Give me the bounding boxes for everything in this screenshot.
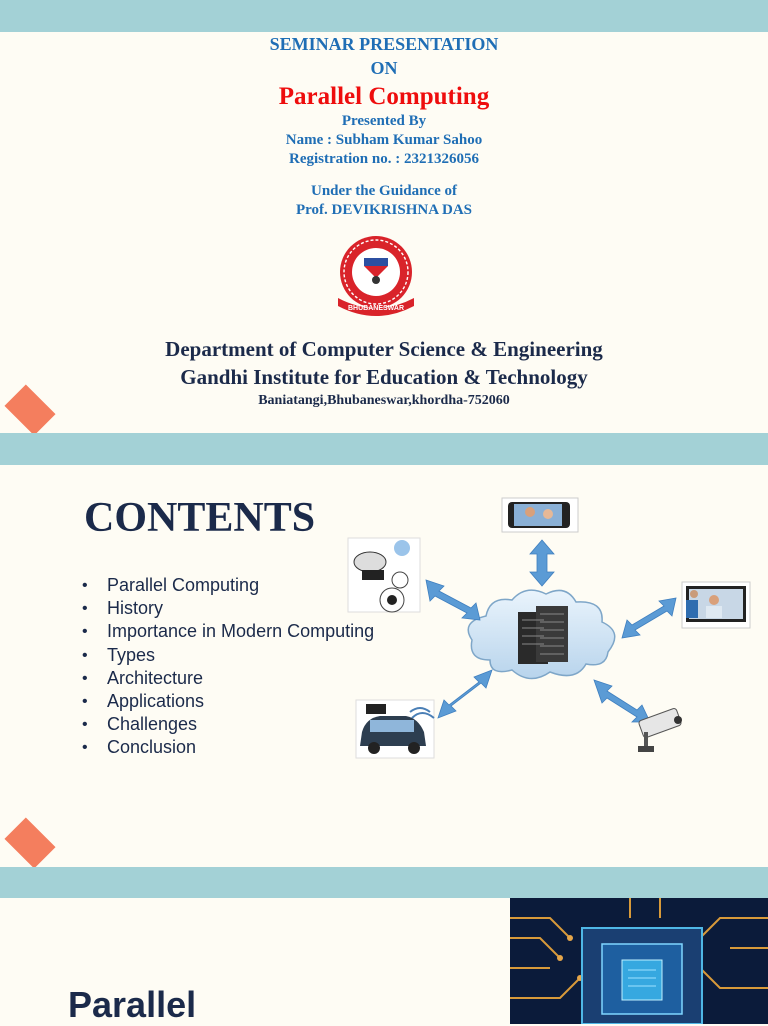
video-conference-tv-icon	[682, 582, 750, 628]
contents-title: CONTENTS	[84, 495, 316, 541]
list-item: • Conclusion	[82, 736, 374, 759]
connected-car-icon	[356, 700, 434, 758]
list-item: • History	[82, 597, 374, 620]
institute-logo	[330, 232, 422, 320]
logo-text: BHUBANESWAR	[348, 305, 404, 312]
contents-list	[82, 574, 374, 760]
presented-by-label: Presented By	[341, 113, 427, 129]
user-headset-icon	[348, 538, 420, 612]
slide-separator-2	[0, 867, 768, 898]
department-name: Department of Computer Science & Engineering	[165, 337, 603, 361]
list-item: • Importance in Modern Computing	[82, 620, 374, 643]
server-icon	[518, 606, 568, 664]
guide-name: Prof. DEVIKRISHNA DAS	[296, 202, 472, 218]
institute-name: Gandhi Institute for Education & Technology	[180, 365, 588, 389]
seminar-heading: SEMINAR PRESENTATION	[269, 34, 499, 54]
top-band	[0, 0, 768, 32]
presentation-title: Parallel Computing	[278, 83, 490, 110]
video-call-phone-icon	[502, 498, 578, 532]
cloud-network-diagram	[340, 492, 760, 764]
processor-chip-image	[510, 898, 768, 1024]
list-item: • Parallel Computing	[82, 574, 374, 597]
presenter-name: Name : Subham Kumar Sahoo	[285, 132, 483, 148]
slide-separator-1	[0, 433, 768, 465]
list-item: • Architecture	[82, 667, 374, 690]
list-item: • Challenges	[82, 713, 374, 736]
seminar-on: ON	[370, 58, 398, 78]
list-item: • Applications	[82, 690, 374, 713]
registration-number: Registration no. : 2321326056	[289, 151, 479, 167]
list-item: • Types	[82, 644, 374, 667]
slide3-title: Parallel	[68, 984, 197, 1025]
guidance-label: Under the Guidance of	[311, 183, 457, 199]
slide2-diamond	[4, 817, 55, 868]
institute-address: Baniatangi,Bhubaneswar,khordha-752060	[258, 393, 510, 408]
